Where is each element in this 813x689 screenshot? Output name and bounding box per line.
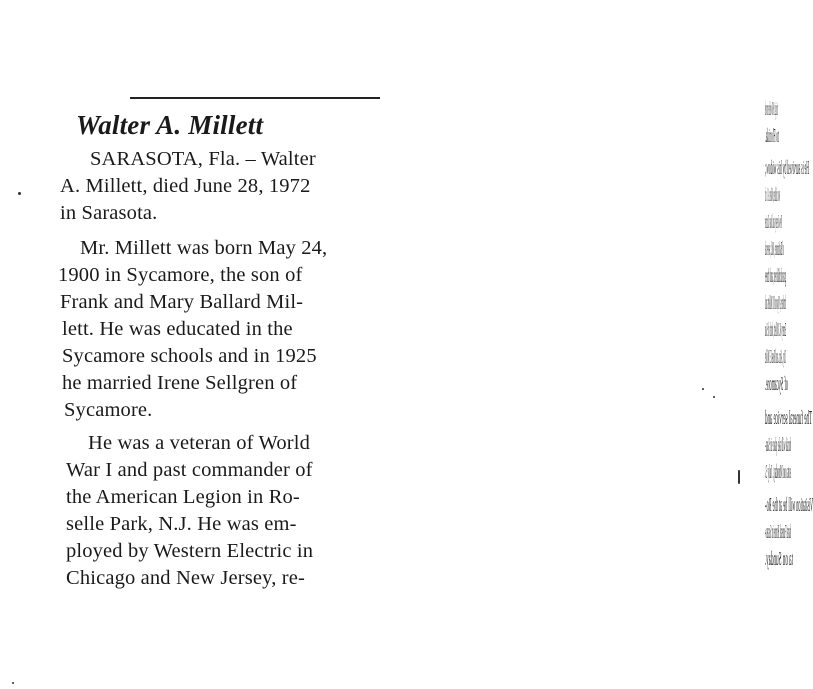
text-line: two children, Walter A. Jr. of <box>765 184 780 206</box>
text-line: He is survived by his widow; <box>765 157 809 179</box>
text-line: brothers, Myron M. Millett and <box>765 292 786 314</box>
text-line: he married Irene Sellgren of <box>62 372 298 394</box>
text-line: Sycamore. <box>64 399 153 421</box>
text-line: ta on Sunday. <box>765 548 793 570</box>
scan-speck <box>18 192 21 195</box>
text-line: Mr. Millett was born May 24, <box>80 237 328 259</box>
text-line: in Sarasota. <box>60 202 158 224</box>
text-line: A. Millett, died June 28, 1972 <box>60 175 311 197</box>
text-line: Chicago and New Jersey, re- <box>66 567 305 589</box>
text-line: Frank and Mary Ballard Mil- <box>60 291 304 313</box>
text-line: sota on Monday, July 3. <box>764 461 791 483</box>
top-rule <box>130 97 380 99</box>
text-line: City, Ariz. and Ross E. Millet <box>765 346 786 368</box>
text-line: The funeral service and <box>765 407 812 429</box>
scan-speck <box>12 682 14 684</box>
text-line: ployed by Western Electric in <box>66 540 314 562</box>
text-line: lett. He was educated in the <box>62 318 293 340</box>
scan-speck <box>713 396 715 398</box>
text-line: Visitation will be at the Ro- <box>765 494 813 516</box>
text-line: Emery K. Millett, both of Sun <box>764 319 786 341</box>
text-line: tiring in 1960 when he moved <box>764 98 778 120</box>
text-line: War I and past commander of <box>66 459 313 481</box>
text-line: Sycamore schools and in 1925 <box>62 345 317 367</box>
text-line: He was a veteran of World <box>88 432 311 454</box>
text-line: to Florida. <box>764 125 779 147</box>
text-line: grandchildren; and three <box>764 265 786 287</box>
text-line: 1900 in Sycamore, the son of <box>58 264 303 286</box>
obituary-headline: Walter A. Millett <box>76 110 264 140</box>
text-line: New Jersey and Joan Currier <box>764 211 782 233</box>
text-line: the American Legion in Ro- <box>66 486 300 508</box>
text-line: of Baltimore, Md.; several <box>765 238 784 260</box>
text-line: burial will take place in Sara- <box>765 434 791 456</box>
scan-speck <box>702 388 704 390</box>
scan-speck <box>738 470 740 484</box>
text-line: barts Funeral Home in Saraso- <box>765 521 791 543</box>
text-line: SARASOTA, Fla. – Walter <box>90 148 316 170</box>
text-line: selle Park, N.J. He was em- <box>66 513 297 535</box>
text-line: of Sycamore. <box>765 373 788 395</box>
